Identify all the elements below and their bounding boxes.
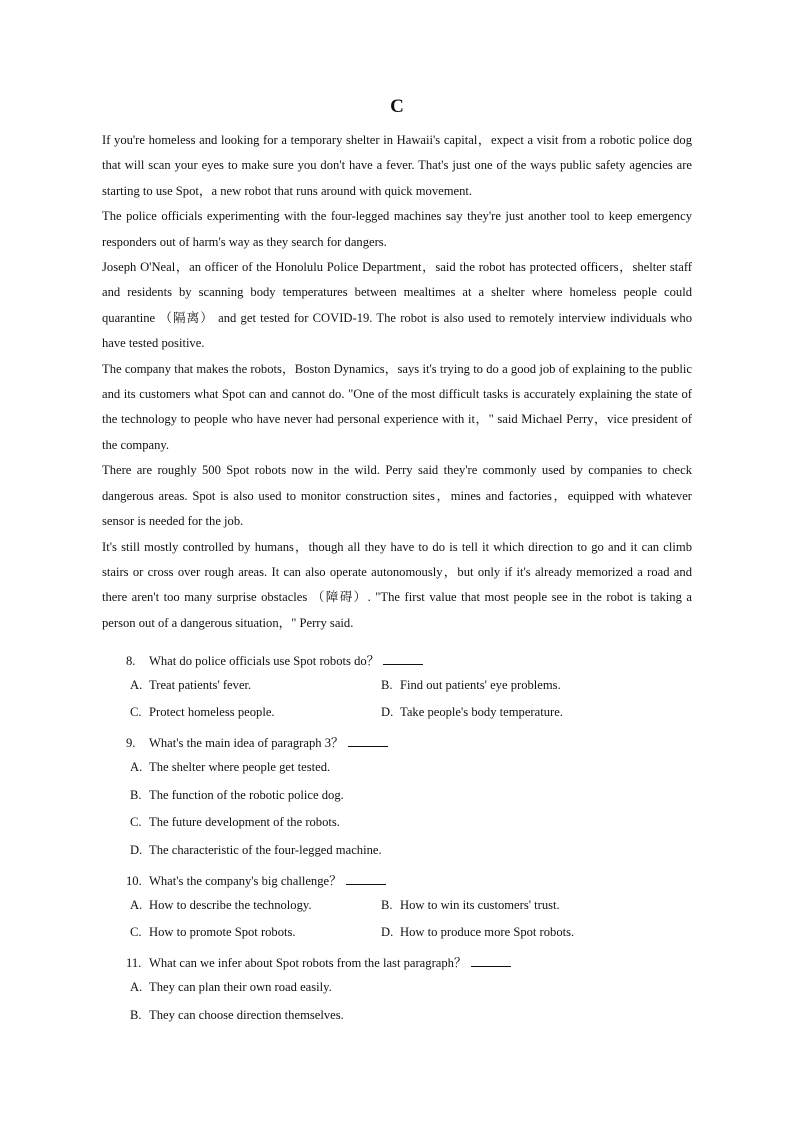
passage-paragraph-1: If you're homeless and looking for a temporary shelter in Hawaii's capital，expect a visit from a robotic police dog that will scan your eyes to make sure you don't have a fever. That's just one of the ways public safety agencies are starting to use Spot，a new robot that runs around with quick movement. [102,133,692,198]
option-letter: C. [130,705,142,719]
option-letter: D. [130,843,143,857]
answer-blank[interactable] [346,874,386,885]
passage-paragraph-5: There are roughly 500 Spot robots now in the wild. Perry said they're commonly used by companies to check dangerous areas. Spot is also used to monitor construction sites，mines and factories，equipped with whatever sensor is needed for the job. [102,463,692,529]
option-9a[interactable] [130,760,330,775]
question-9 [126,732,388,751]
answer-blank[interactable] [348,736,388,747]
answer-blank[interactable] [383,654,423,665]
option-letter: B. [381,678,393,692]
option-text: The future development of the robots. [149,815,340,829]
option-letter: B. [130,1008,142,1022]
option-8a[interactable] [130,678,251,693]
option-text: How to promote Spot robots. [149,925,296,939]
option-text: The characteristic of the four-legged machine. [149,843,382,857]
answer-blank[interactable] [471,956,511,967]
question-10 [126,870,386,889]
question-text: What do police officials use Spot robots do？ [149,654,380,668]
question-text: What can we infer about Spot robots from the last paragraph？ [149,956,467,970]
option-text: How to win its customers' trust. [400,898,560,912]
question-number: 11. [126,956,142,970]
option-11a[interactable] [130,980,332,995]
question-text: What's the main idea of paragraph 3？ [149,736,344,750]
option-text: Protect homeless people. [149,705,275,719]
option-9b[interactable] [130,788,344,803]
option-10d[interactable] [381,925,574,940]
option-text: How to describe the technology. [149,898,312,912]
option-letter: B. [381,898,393,912]
question-8 [126,650,423,669]
option-text: The function of the robotic police dog. [149,788,344,802]
option-11b[interactable] [130,1008,344,1023]
option-letter: C. [130,815,142,829]
option-9c[interactable] [130,815,340,830]
option-10c[interactable] [130,925,296,940]
option-text: The shelter where people get tested. [149,760,331,774]
question-text: What's the company's big challenge？ [149,874,342,888]
option-10b[interactable] [381,898,560,913]
option-8c[interactable] [130,705,275,720]
question-number: 10. [126,874,142,888]
passage-paragraph-6: It's still mostly controlled by humans，though all they have to do is tell it which direction to go and it can climb stairs or cross over rough areas. It can also operate autonomously，but only if it's already memorized a road and there aren't too many surprise obstacles （障碍）. "The first value that most people see in the robot is taking a person out of a dangerous situation，" Perry said. [102,539,692,630]
passage-paragraph-3: Joseph O'Neal，an officer of the Honolulu Police Department，said the robot has protected officers，shelter staff and residents by scanning body temperatures between mealtimes at a shelter where homeless people could quarantine （隔离） and get tested for COVID-19. The robot is also used to remotely interview individuals who have tested positive. [102,260,692,351]
option-text: Find out patients' eye problems. [400,678,561,692]
option-8b[interactable] [381,678,561,693]
option-10a[interactable] [130,898,312,913]
section-heading: C [390,96,404,117]
option-text: How to produce more Spot robots. [400,925,575,939]
option-text: Treat patients' fever. [149,678,252,692]
option-letter: D. [381,705,394,719]
option-letter: A. [130,980,143,994]
passage-paragraph-2: The police officials experimenting with the four-legged machines say they're just another tool to keep emergency responders out of harm's way as they search for dangers. [102,209,692,249]
option-letter: B. [130,788,142,802]
option-letter: C. [130,925,142,939]
option-text: They can choose direction themselves. [149,1008,344,1022]
option-8d[interactable] [381,705,563,720]
question-number: 8. [126,654,136,668]
option-9d[interactable] [130,843,382,858]
question-number: 9. [126,736,136,750]
option-text: They can plan their own road easily. [149,980,332,994]
question-11 [126,952,511,971]
passage-paragraph-4: The company that makes the robots，Boston Dynamics，says it's trying to do a good job of explaining to the public and its customers what Spot can and cannot do. "One of the most difficult tasks is accurately explaining the state of the technology to people who have never had personal experience with it，" said Michael Perry，vice president of the company. [102,361,692,452]
option-letter: A. [130,678,143,692]
option-letter: D. [381,925,394,939]
option-letter: A. [130,760,143,774]
reading-passage [102,128,692,636]
option-text: Take people's body temperature. [400,705,563,719]
option-letter: A. [130,898,143,912]
